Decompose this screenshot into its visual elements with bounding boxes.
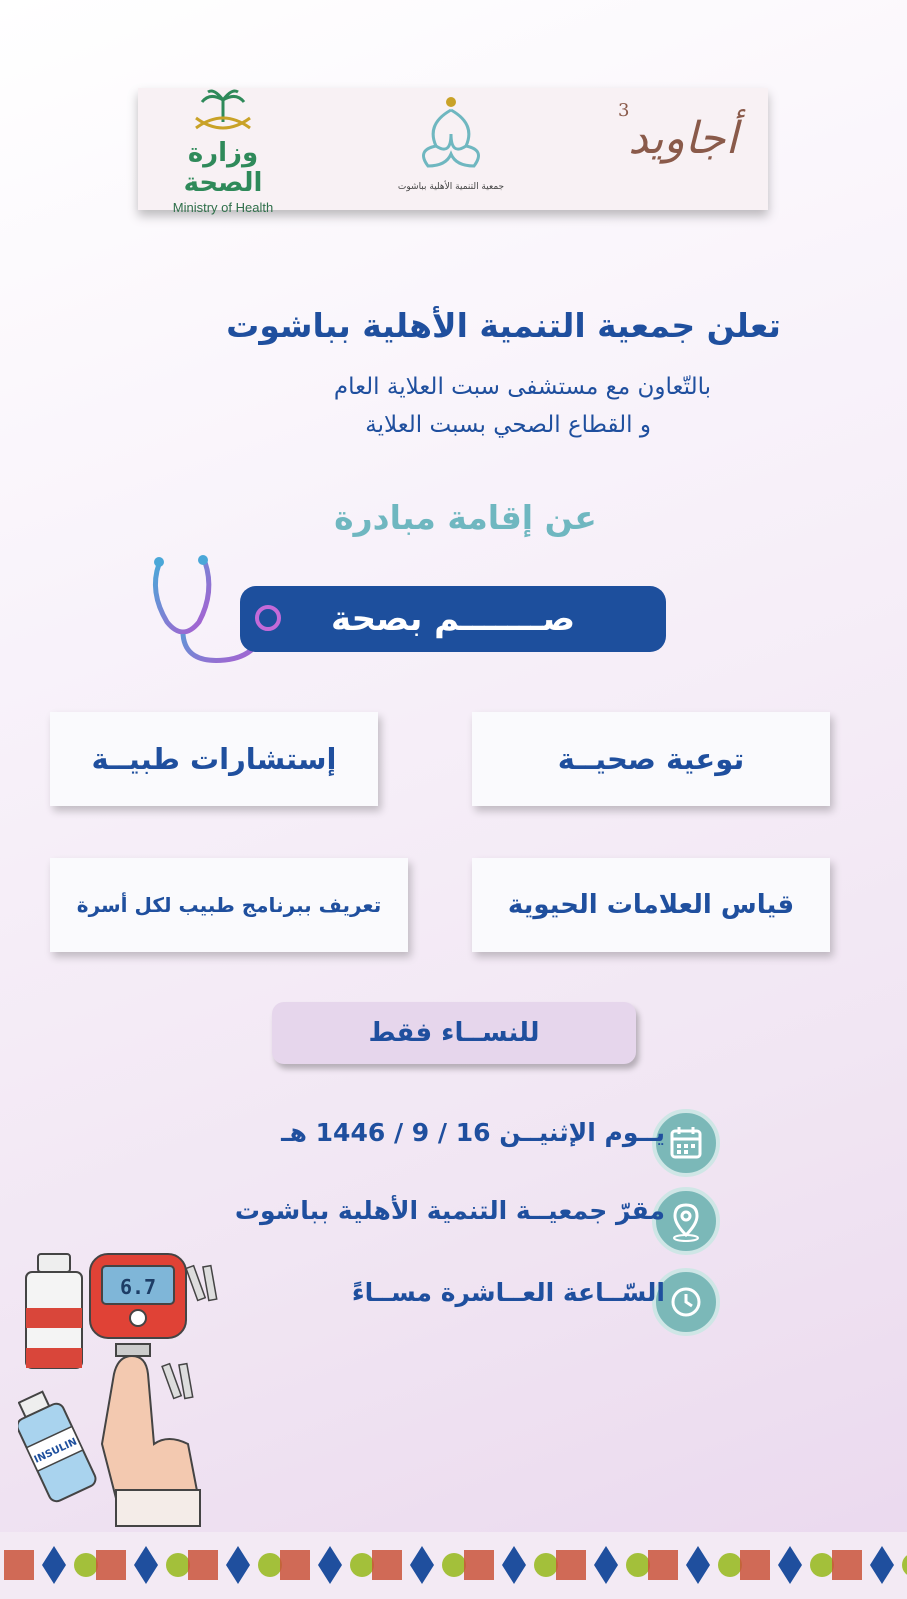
service-card-medical-consultations: إستشارات طبيــة xyxy=(50,712,378,806)
initiative-intro: عن إقامة مبادرة xyxy=(334,498,597,537)
medicine-vial-icon xyxy=(26,1254,82,1368)
service-card-vital-signs: قياس العلامات الحيوية xyxy=(472,858,830,952)
palm-swords-icon xyxy=(188,88,258,146)
service-card-health-awareness: توعية صحيــة xyxy=(472,712,830,806)
service-card-family-doctor-program: تعريف ببرنامج طبيب لكل أسرة xyxy=(50,858,408,952)
decorative-border xyxy=(0,1532,907,1599)
audience-badge: للنســاء فقط xyxy=(272,1002,636,1064)
glucometer-reading: 6.7 xyxy=(119,1275,157,1299)
stethoscope-chestpiece-icon xyxy=(253,603,283,633)
ministry-of-health-logo xyxy=(158,94,288,215)
initiative-banner: صـــــــم بصحة xyxy=(240,586,666,652)
event-date: يــوم الإثنيــن 16 / 9 / 1446 هـ xyxy=(281,1118,665,1147)
insulin-bottle-icon xyxy=(18,1387,98,1504)
announcement-title: تعلن جمعية التنمية الأهلية بباشوت xyxy=(226,306,781,345)
ajwad-logo-text: أجاويد xyxy=(628,113,738,164)
announcement-subtitle-line1: بالتّعاون مع مستشفى سبت العلاية العام xyxy=(333,374,711,400)
association-logo xyxy=(376,94,526,204)
moh-name-en: Ministry of Health xyxy=(172,200,274,215)
announcement-subtitle-line2: و القطاع الصحي بسبت العلاية xyxy=(365,412,651,438)
association-logo-name: جمعية التنمية الأهلية بباشوت xyxy=(397,182,505,192)
lotus-logo-icon xyxy=(406,94,496,174)
ajwad-logo xyxy=(608,94,758,204)
logo-strip xyxy=(138,88,768,215)
glucose-test-illustration xyxy=(18,1244,258,1534)
event-location: مقرّ جمعيــة التنمية الأهلية بباشوت xyxy=(234,1196,665,1225)
moh-name-ar: وزارة الصحة xyxy=(183,138,263,198)
event-time: السّــاعة العــاشرة مســاءً xyxy=(351,1278,665,1307)
insulin-label: INSULIN xyxy=(32,1436,79,1466)
ajwad-logo-number: 3 xyxy=(618,100,630,121)
